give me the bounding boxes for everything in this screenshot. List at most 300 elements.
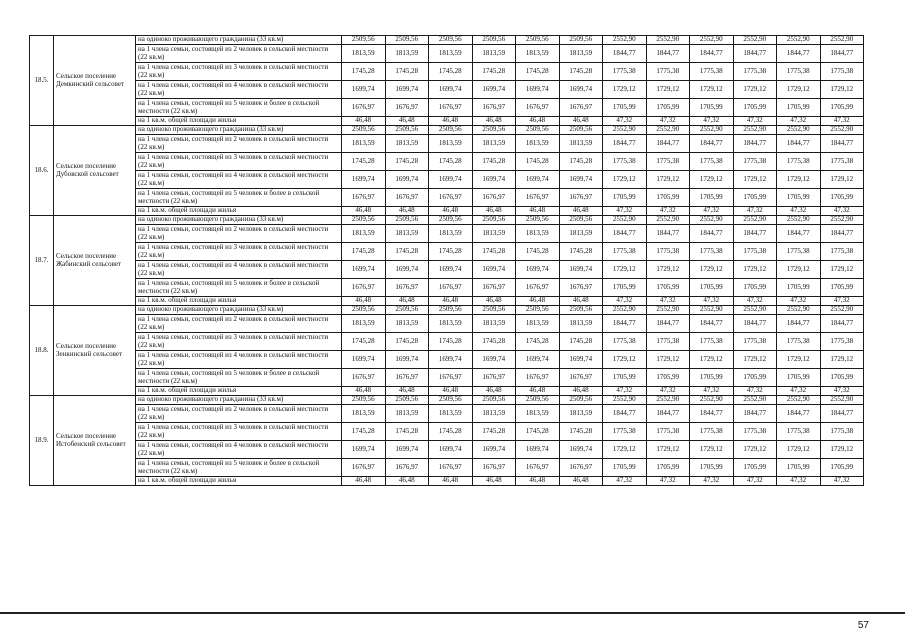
value-cell: 1676,97: [429, 459, 473, 477]
table-row: [30, 171, 864, 189]
value-cell: 1699,74: [342, 351, 386, 369]
value-cell: 1813,59: [472, 225, 516, 243]
value-cell: 2509,56: [472, 216, 516, 225]
value-cell: 1775,38: [690, 333, 734, 351]
value-cell: 1705,99: [777, 189, 821, 207]
value-cell: 1699,74: [429, 81, 473, 99]
row-description: на 1 члена семьи, состоящей из 5 человек и более в сельской местности (22 кв.м): [136, 369, 342, 387]
value-cell: 2509,56: [516, 216, 560, 225]
row-description: на 1 члена семьи, состоящей из 4 человек в сельской местности (22 кв.м): [136, 171, 342, 189]
value-cell: 1844,77: [820, 405, 864, 423]
value-cell: 47,32: [646, 387, 690, 396]
value-cell: 1775,38: [690, 243, 734, 261]
table-row: [30, 135, 864, 153]
value-cell: 1745,28: [516, 63, 560, 81]
value-cell: 1699,74: [559, 81, 603, 99]
value-cell: 1699,74: [472, 81, 516, 99]
table-body: [30, 36, 864, 486]
value-cell: 46,48: [516, 477, 560, 486]
table-row: [30, 405, 864, 423]
value-cell: 1775,38: [733, 333, 777, 351]
value-cell: 1745,28: [516, 243, 560, 261]
value-cell: 1705,99: [646, 99, 690, 117]
value-cell: 1729,12: [603, 171, 647, 189]
value-cell: 47,32: [733, 117, 777, 126]
value-cell: 1705,99: [690, 279, 734, 297]
value-cell: 1699,74: [429, 441, 473, 459]
value-cell: 47,32: [777, 477, 821, 486]
value-cell: 47,32: [603, 387, 647, 396]
value-cell: 1676,97: [516, 459, 560, 477]
value-cell: 1775,38: [646, 333, 690, 351]
value-cell: 1676,97: [559, 459, 603, 477]
value-cell: 2552,90: [690, 36, 734, 45]
value-cell: 1699,74: [385, 171, 429, 189]
value-cell: 47,32: [603, 207, 647, 216]
value-cell: 1813,59: [385, 45, 429, 63]
value-cell: 46,48: [429, 387, 473, 396]
row-description: на 1 члена семьи, состоящей из 5 человек и более в сельской местности (22 кв.м): [136, 459, 342, 477]
value-cell: 2509,56: [385, 126, 429, 135]
value-cell: 1699,74: [472, 171, 516, 189]
value-cell: 1844,77: [733, 135, 777, 153]
value-cell: 1813,59: [429, 405, 473, 423]
value-cell: 1705,99: [777, 99, 821, 117]
value-cell: 1729,12: [777, 351, 821, 369]
value-cell: 1813,59: [472, 315, 516, 333]
value-cell: 2552,90: [603, 216, 647, 225]
value-cell: 1813,59: [559, 45, 603, 63]
value-cell: 1676,97: [472, 369, 516, 387]
page-number: 57: [857, 620, 869, 631]
row-description: на 1 кв.м. общей площади жилья: [136, 297, 342, 306]
value-cell: 1844,77: [777, 225, 821, 243]
value-cell: 2509,56: [342, 216, 386, 225]
value-cell: 1813,59: [516, 45, 560, 63]
value-cell: 46,48: [429, 207, 473, 216]
value-cell: 1745,28: [385, 243, 429, 261]
row-description: на 1 члена семьи, состоящей из 2 человек в сельской местности (22 кв.м): [136, 225, 342, 243]
value-cell: 1745,28: [342, 153, 386, 171]
value-cell: 1745,28: [516, 333, 560, 351]
value-cell: 1745,28: [342, 423, 386, 441]
section-name: Сельское поселение Зенкинский сельсовет: [54, 306, 136, 396]
value-cell: 47,32: [690, 207, 734, 216]
row-description: на 1 члена семьи, состоящей из 4 человек в сельской местности (22 кв.м): [136, 351, 342, 369]
value-cell: 1745,28: [559, 333, 603, 351]
table-row: [30, 63, 864, 81]
value-cell: 1775,38: [820, 243, 864, 261]
value-cell: 46,48: [516, 297, 560, 306]
value-cell: 1729,12: [646, 261, 690, 279]
value-cell: 1699,74: [342, 81, 386, 99]
value-cell: 46,48: [342, 207, 386, 216]
table-row: [30, 45, 864, 63]
value-cell: 2552,90: [733, 126, 777, 135]
value-cell: 1699,74: [385, 261, 429, 279]
value-cell: 1844,77: [733, 45, 777, 63]
value-cell: 1699,74: [385, 441, 429, 459]
value-cell: 2552,90: [603, 36, 647, 45]
table-row: [30, 153, 864, 171]
value-cell: 1775,38: [777, 63, 821, 81]
value-cell: 2509,56: [429, 306, 473, 315]
value-cell: 1705,99: [733, 279, 777, 297]
value-cell: 2552,90: [777, 36, 821, 45]
value-cell: 1699,74: [559, 261, 603, 279]
value-cell: 1813,59: [559, 315, 603, 333]
value-cell: 46,48: [385, 117, 429, 126]
value-cell: 1813,59: [385, 225, 429, 243]
value-cell: 2509,56: [516, 396, 560, 405]
value-cell: 1813,59: [342, 405, 386, 423]
section-index: 18.9.: [30, 396, 54, 486]
value-cell: 1729,12: [690, 171, 734, 189]
value-cell: 1676,97: [516, 279, 560, 297]
value-cell: 1775,38: [646, 423, 690, 441]
value-cell: 1844,77: [777, 405, 821, 423]
value-cell: 1844,77: [820, 225, 864, 243]
value-cell: 46,48: [472, 117, 516, 126]
value-cell: 2509,56: [342, 306, 386, 315]
value-cell: 1676,97: [342, 369, 386, 387]
value-cell: 1676,97: [429, 189, 473, 207]
value-cell: 1699,74: [516, 81, 560, 99]
value-cell: 1775,38: [690, 63, 734, 81]
value-cell: 1745,28: [472, 333, 516, 351]
value-cell: 1676,97: [342, 459, 386, 477]
value-cell: 1676,97: [342, 99, 386, 117]
value-cell: 1775,38: [777, 423, 821, 441]
value-cell: 1676,97: [559, 279, 603, 297]
value-cell: 2509,56: [472, 126, 516, 135]
value-cell: 1729,12: [603, 441, 647, 459]
value-cell: 2552,90: [820, 396, 864, 405]
value-cell: 1699,74: [472, 441, 516, 459]
value-cell: 2509,56: [342, 36, 386, 45]
value-cell: 1729,12: [646, 81, 690, 99]
value-cell: 1729,12: [603, 81, 647, 99]
value-cell: 1705,99: [646, 189, 690, 207]
table-row: [30, 351, 864, 369]
value-cell: 1676,97: [385, 99, 429, 117]
value-cell: 1705,99: [603, 99, 647, 117]
value-cell: 1676,97: [385, 369, 429, 387]
value-cell: 1699,74: [385, 351, 429, 369]
value-cell: 1699,74: [516, 351, 560, 369]
value-cell: 2552,90: [690, 126, 734, 135]
value-cell: 2552,90: [733, 306, 777, 315]
table-row: [30, 189, 864, 207]
table-row: [30, 297, 864, 306]
table-row: [30, 207, 864, 216]
value-cell: 1745,28: [472, 243, 516, 261]
value-cell: 1775,38: [777, 333, 821, 351]
value-cell: 2552,90: [646, 306, 690, 315]
table-row: [30, 81, 864, 99]
section-name: Сельское поселение Истобенский сельсовет: [54, 396, 136, 486]
value-cell: 1844,77: [646, 225, 690, 243]
row-description: на 1 члена семьи, состоящей из 4 человек в сельской местности (22 кв.м): [136, 81, 342, 99]
row-description: на 1 кв.м. общей площади жилья: [136, 117, 342, 126]
value-cell: 1676,97: [516, 369, 560, 387]
value-cell: 2552,90: [820, 216, 864, 225]
value-cell: 1676,97: [385, 189, 429, 207]
value-cell: 47,32: [777, 387, 821, 396]
value-cell: 1813,59: [472, 135, 516, 153]
value-cell: 1745,28: [429, 153, 473, 171]
value-cell: 46,48: [429, 117, 473, 126]
value-cell: 1844,77: [690, 45, 734, 63]
value-cell: 1699,74: [516, 441, 560, 459]
value-cell: 1729,12: [603, 261, 647, 279]
value-cell: 1745,28: [385, 153, 429, 171]
value-cell: 2509,56: [472, 306, 516, 315]
value-cell: 1813,59: [559, 225, 603, 243]
value-cell: 1699,74: [516, 261, 560, 279]
value-cell: 1813,59: [516, 405, 560, 423]
value-cell: 46,48: [516, 117, 560, 126]
value-cell: 46,48: [559, 387, 603, 396]
value-cell: 1676,97: [385, 459, 429, 477]
value-cell: 1676,97: [516, 99, 560, 117]
value-cell: 1745,28: [342, 333, 386, 351]
table-row: [30, 369, 864, 387]
value-cell: 1745,28: [429, 63, 473, 81]
value-cell: 2509,56: [385, 216, 429, 225]
value-cell: 1676,97: [559, 99, 603, 117]
section-index: 18.8.: [30, 306, 54, 396]
value-cell: 1775,38: [733, 153, 777, 171]
value-cell: 1729,12: [820, 171, 864, 189]
row-description: на 1 члена семьи, состоящей из 5 человек и более в сельской местности (22 кв.м): [136, 279, 342, 297]
value-cell: 2552,90: [603, 126, 647, 135]
value-cell: 1676,97: [559, 369, 603, 387]
value-cell: 1844,77: [733, 315, 777, 333]
value-cell: 2509,56: [429, 36, 473, 45]
value-cell: 1844,77: [777, 135, 821, 153]
value-cell: 2509,56: [342, 126, 386, 135]
value-cell: 1705,99: [820, 369, 864, 387]
value-cell: 1729,12: [690, 81, 734, 99]
value-cell: 1844,77: [690, 135, 734, 153]
value-cell: 47,32: [733, 297, 777, 306]
value-cell: 1775,38: [646, 153, 690, 171]
value-cell: 1844,77: [603, 45, 647, 63]
value-cell: 1813,59: [472, 405, 516, 423]
value-cell: 46,48: [429, 297, 473, 306]
value-cell: 1729,12: [777, 171, 821, 189]
value-cell: 1775,38: [603, 243, 647, 261]
value-cell: 2552,90: [690, 216, 734, 225]
value-cell: 1729,12: [646, 351, 690, 369]
value-cell: 1775,38: [603, 333, 647, 351]
value-cell: 1699,74: [472, 351, 516, 369]
value-cell: 1745,28: [559, 423, 603, 441]
value-cell: 1813,59: [559, 405, 603, 423]
value-cell: 2509,56: [472, 36, 516, 45]
value-cell: 2509,56: [385, 306, 429, 315]
value-cell: 1676,97: [342, 189, 386, 207]
value-cell: 1844,77: [603, 315, 647, 333]
value-cell: 46,48: [559, 207, 603, 216]
value-cell: 1775,38: [820, 423, 864, 441]
value-cell: 1844,77: [603, 225, 647, 243]
table-row: [30, 225, 864, 243]
value-cell: 1705,99: [646, 369, 690, 387]
section-index: 18.5.: [30, 36, 54, 126]
value-cell: 1676,97: [472, 279, 516, 297]
value-cell: 2552,90: [603, 396, 647, 405]
value-cell: 1813,59: [559, 135, 603, 153]
value-cell: 1729,12: [820, 261, 864, 279]
value-cell: 1844,77: [777, 45, 821, 63]
value-cell: 47,32: [820, 297, 864, 306]
value-cell: 1745,28: [385, 63, 429, 81]
value-cell: 46,48: [516, 207, 560, 216]
value-cell: 2552,90: [777, 306, 821, 315]
value-cell: 46,48: [385, 207, 429, 216]
value-cell: 1705,99: [733, 369, 777, 387]
value-cell: 1844,77: [690, 225, 734, 243]
row-description: на 1 члена семьи, состоящей из 2 человек в сельской местности (22 кв.м): [136, 315, 342, 333]
table-row: [30, 99, 864, 117]
value-cell: 46,48: [342, 297, 386, 306]
row-description: на одиноко проживающего гражданина (33 кв.м): [136, 306, 342, 315]
value-cell: 47,32: [733, 207, 777, 216]
value-cell: 1745,28: [342, 63, 386, 81]
table-row: [30, 36, 864, 45]
table-row: [30, 477, 864, 486]
value-cell: 1745,28: [385, 423, 429, 441]
value-cell: 1705,99: [777, 369, 821, 387]
value-cell: 2509,56: [385, 396, 429, 405]
value-cell: 1699,74: [429, 171, 473, 189]
value-cell: 1676,97: [472, 189, 516, 207]
value-cell: 2552,90: [603, 306, 647, 315]
value-cell: 46,48: [385, 297, 429, 306]
value-cell: 1813,59: [429, 315, 473, 333]
value-cell: 46,48: [472, 207, 516, 216]
row-description: на 1 члена семьи, состоящей из 4 человек в сельской местности (22 кв.м): [136, 261, 342, 279]
value-cell: 1729,12: [820, 81, 864, 99]
value-cell: 1775,38: [777, 153, 821, 171]
value-cell: 1844,77: [820, 135, 864, 153]
value-cell: 1775,38: [777, 243, 821, 261]
value-cell: 1729,12: [733, 171, 777, 189]
value-cell: 1775,38: [646, 243, 690, 261]
value-cell: 1745,28: [472, 423, 516, 441]
value-cell: 1729,12: [690, 441, 734, 459]
value-cell: 2552,90: [646, 396, 690, 405]
row-description: на 1 члена семьи, состоящей из 3 человек в сельской местности (22 кв.м): [136, 333, 342, 351]
value-cell: 46,48: [385, 477, 429, 486]
value-cell: 1813,59: [385, 405, 429, 423]
value-cell: 47,32: [603, 117, 647, 126]
value-cell: 1729,12: [690, 351, 734, 369]
value-cell: 1745,28: [429, 333, 473, 351]
value-cell: 1775,38: [646, 63, 690, 81]
value-cell: 47,32: [646, 117, 690, 126]
value-cell: 1844,77: [603, 135, 647, 153]
value-cell: 46,48: [342, 117, 386, 126]
section-name: Сельское поселение Демкинский сельсовет: [54, 36, 136, 126]
table-row: [30, 279, 864, 297]
table-row: [30, 117, 864, 126]
value-cell: 2509,56: [559, 306, 603, 315]
value-cell: 1729,12: [733, 351, 777, 369]
value-cell: 2509,56: [559, 126, 603, 135]
value-cell: 2552,90: [733, 396, 777, 405]
value-cell: 1813,59: [429, 135, 473, 153]
value-cell: 1745,28: [429, 423, 473, 441]
value-cell: 1813,59: [342, 45, 386, 63]
value-cell: 1705,99: [733, 189, 777, 207]
table-row: [30, 396, 864, 405]
value-cell: 1676,97: [472, 459, 516, 477]
value-cell: 47,32: [777, 207, 821, 216]
value-cell: 1705,99: [777, 459, 821, 477]
value-cell: 1699,74: [342, 441, 386, 459]
value-cell: 1699,74: [385, 81, 429, 99]
value-cell: 1844,77: [820, 315, 864, 333]
value-cell: 46,48: [385, 387, 429, 396]
value-cell: 1699,74: [559, 351, 603, 369]
value-cell: 47,32: [777, 297, 821, 306]
value-cell: 1729,12: [777, 261, 821, 279]
value-cell: 47,32: [690, 297, 734, 306]
table-row: [30, 387, 864, 396]
value-cell: 1844,77: [646, 135, 690, 153]
value-cell: 1705,99: [603, 189, 647, 207]
value-cell: 1775,38: [820, 63, 864, 81]
value-cell: 47,32: [777, 117, 821, 126]
value-cell: 1729,12: [603, 351, 647, 369]
value-cell: 1699,74: [559, 441, 603, 459]
value-cell: 1705,99: [603, 369, 647, 387]
value-cell: 2509,56: [559, 36, 603, 45]
value-cell: 47,32: [820, 117, 864, 126]
value-cell: 1705,99: [690, 99, 734, 117]
value-cell: 47,32: [690, 477, 734, 486]
value-cell: 1676,97: [472, 99, 516, 117]
value-cell: 1775,38: [690, 423, 734, 441]
value-cell: 47,32: [603, 477, 647, 486]
table-row: [30, 423, 864, 441]
value-cell: 1844,77: [690, 315, 734, 333]
value-cell: 2509,56: [472, 396, 516, 405]
value-cell: 47,32: [690, 387, 734, 396]
table-row: [30, 333, 864, 351]
value-cell: 46,48: [342, 387, 386, 396]
value-cell: 1775,38: [820, 333, 864, 351]
value-cell: 46,48: [559, 477, 603, 486]
value-cell: 2552,90: [733, 216, 777, 225]
value-cell: 1729,12: [733, 261, 777, 279]
value-cell: 1745,28: [516, 423, 560, 441]
value-cell: 1775,38: [603, 63, 647, 81]
value-cell: 1775,38: [603, 153, 647, 171]
value-cell: 1699,74: [472, 261, 516, 279]
row-description: на одиноко проживающего гражданина (33 кв.м): [136, 396, 342, 405]
row-description: на одиноко проживающего гражданина (33 кв.м): [136, 36, 342, 45]
value-cell: 1699,74: [516, 171, 560, 189]
table-row: [30, 315, 864, 333]
value-cell: 1705,99: [820, 279, 864, 297]
row-description: на 1 кв.м. общей площади жилья: [136, 477, 342, 486]
table-row: [30, 126, 864, 135]
value-cell: 1729,12: [820, 441, 864, 459]
